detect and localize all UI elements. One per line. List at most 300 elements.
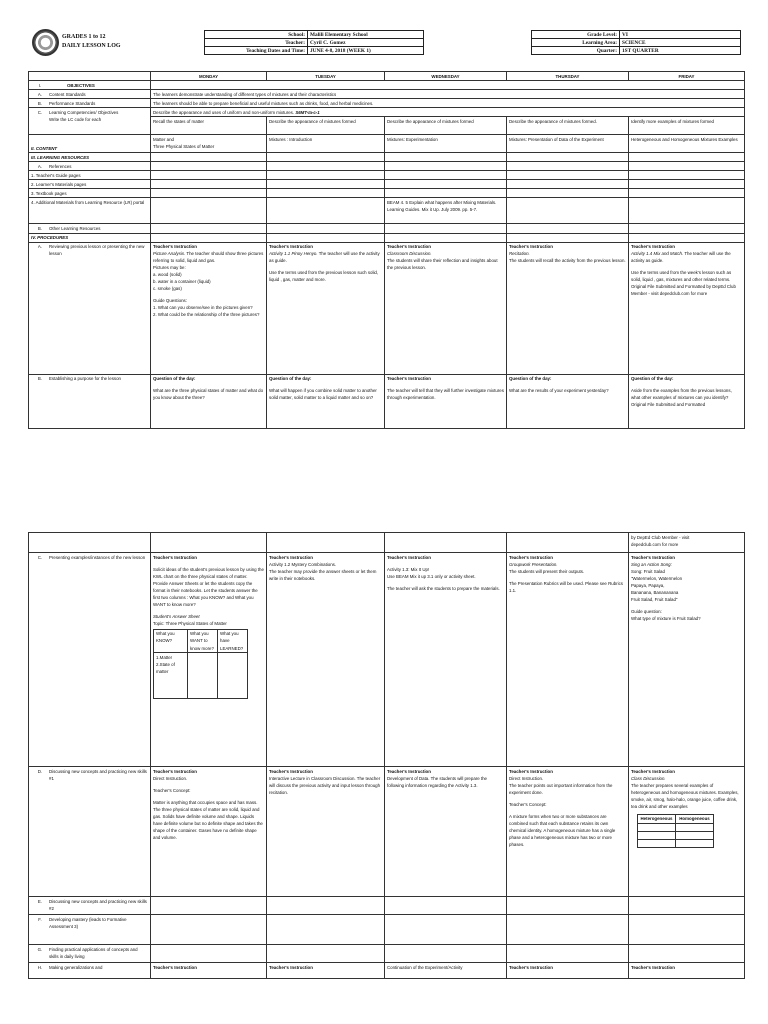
row-number: B. bbox=[37, 376, 43, 382]
day-wednesday: WEDNESDAY bbox=[385, 72, 507, 81]
mon-procedure-a bbox=[151, 242, 267, 374]
cell-line: Fruit Salad, Fruit Salad" bbox=[631, 596, 678, 602]
thu-procedure-c bbox=[507, 553, 629, 767]
empty-cell bbox=[629, 189, 745, 198]
empty-cell bbox=[267, 224, 385, 233]
cell-line: The teacher points out important information from the experiment done. bbox=[509, 782, 613, 795]
competencies-text bbox=[151, 108, 745, 117]
empty-cell bbox=[267, 915, 385, 945]
cell-line: The teacher may provide the answer sheets or let them write in their notebooks. bbox=[269, 568, 377, 581]
cell-line: Recitation. bbox=[509, 251, 530, 257]
empty-cell bbox=[385, 224, 507, 233]
empty-cell bbox=[629, 162, 745, 171]
activity-text: The teacher will use the activity as guide. bbox=[269, 251, 380, 264]
row-label bbox=[29, 242, 151, 374]
cell-line: The teacher will tell that they will further investigate mixtures through experimentation. bbox=[387, 388, 504, 401]
row-number: F. bbox=[38, 916, 42, 922]
header-title bbox=[62, 33, 182, 51]
empty-cell bbox=[267, 897, 385, 915]
row-label bbox=[29, 963, 151, 979]
performance-standards-text: The learners should be able to prepare beneficial and useful mixtures such as drinks, food, and herbal medicines. bbox=[151, 99, 745, 108]
row-label bbox=[29, 897, 151, 915]
homogeneous-header: Homogeneous bbox=[676, 814, 714, 823]
cell-line: Bananana, Banananana bbox=[631, 589, 679, 595]
cell-line: Interactive Lecture in Classroom Discussion. The teacher will discuss the previous activity and input lesson through recitation. bbox=[269, 775, 381, 795]
learners-materials-row bbox=[29, 180, 745, 189]
row-number: I. bbox=[38, 82, 42, 88]
row-number: A. bbox=[37, 163, 43, 169]
cell-line: Use the terms used from the previous lesson such solid, liquid , gas, matter and more. bbox=[269, 270, 379, 283]
empty-cell bbox=[151, 945, 267, 963]
cell-line: "Watermelon, Watermelon bbox=[631, 575, 683, 581]
teacher-instruction-heading: Teacher's Instruction bbox=[153, 244, 197, 250]
empty-cell bbox=[507, 533, 629, 553]
row-number: H. bbox=[37, 964, 43, 970]
grade-label: Grade Level: bbox=[532, 31, 620, 39]
fri-content: Heterogeneous and Homogeneous Mixtures Examples bbox=[629, 135, 745, 153]
cell-line: Groupwork Presentation. bbox=[509, 561, 558, 567]
procedure-b-row bbox=[29, 374, 745, 428]
cell-line: The teacher will ask the students to prepare the materials. bbox=[387, 585, 500, 591]
empty-cell bbox=[385, 153, 507, 162]
day-tuesday: TUESDAY bbox=[267, 72, 385, 81]
cell-line: 2. What could be the relationship of the three pictures? bbox=[153, 312, 260, 318]
fri-procedure-a bbox=[629, 242, 745, 374]
empty-cell bbox=[507, 162, 629, 171]
additional-materials-row bbox=[29, 198, 745, 224]
teacher-value: Cyril C. Gomez bbox=[308, 39, 424, 47]
row-label bbox=[29, 162, 151, 171]
cell-line: What are the three physical states of matter and what do you know about the three? bbox=[153, 388, 264, 401]
row-label bbox=[29, 81, 151, 90]
references-row bbox=[29, 162, 745, 171]
empty-cell bbox=[507, 198, 629, 224]
learning-resources-row bbox=[29, 153, 745, 162]
empty-cell bbox=[267, 180, 385, 189]
cell-line: The students will share their reflection and insights about the previous lesson. bbox=[387, 258, 498, 271]
empty-cell bbox=[267, 153, 385, 162]
row-title: Performance Standards bbox=[49, 100, 96, 106]
cell-line: The Presentation Rubrics will be used. Please see Rubrics 1.1. bbox=[509, 580, 623, 593]
cell-line: depedclub.com for more bbox=[631, 541, 679, 547]
tue-procedure-d bbox=[267, 767, 385, 897]
cell-line: Guide Questions: bbox=[153, 298, 187, 304]
question-heading: Question of the day: bbox=[269, 376, 312, 382]
procedure-d-row bbox=[29, 767, 745, 897]
empty-cell bbox=[507, 180, 629, 189]
cell-line: What type of mixture is Fruit Salad? bbox=[631, 615, 701, 621]
row-title: Finding practical applications of concepts and skills in daily living bbox=[49, 946, 138, 959]
performance-standards-row bbox=[29, 99, 745, 108]
empty-cell bbox=[151, 233, 267, 242]
fri-procedure-b bbox=[629, 374, 745, 428]
lesson-log-table-continued bbox=[28, 532, 745, 979]
empty-cell bbox=[507, 945, 629, 963]
mon-procedure-d bbox=[151, 767, 267, 897]
empty-cell bbox=[507, 915, 629, 945]
row-label bbox=[29, 374, 151, 428]
teacher-instruction-heading: Teacher's Instruction bbox=[387, 768, 431, 774]
cell-line: What are the results of your experiment yesterday? bbox=[509, 388, 609, 394]
day-friday: FRIDAY bbox=[629, 72, 745, 81]
empty-cell bbox=[629, 180, 745, 189]
thu-objective: Describe the appearance of mixtures formed. bbox=[507, 117, 629, 135]
grades-label: GRADES 1 to 12 bbox=[62, 34, 106, 40]
teacher-instruction-heading: Teacher's Instruction bbox=[269, 554, 313, 560]
tue-content: Mixtures : Introduction bbox=[267, 135, 385, 153]
cell-line: Aside from the examples from the previous lessons, what other examples of mixtures can you identify? bbox=[631, 388, 732, 401]
row-number: B. bbox=[37, 225, 43, 231]
cell-line: Provide Answer Sheets or let the students copy the format in their notebooks. Let the students answer the first two columns : What you KNOW? and What you WANT to know more? bbox=[153, 580, 258, 607]
thu-content: Mixtures: Presentation of Data of the Experiment bbox=[507, 135, 629, 153]
competencies-description: Describe the appearance and uses of uniform and non-uniform mixtures. bbox=[153, 109, 295, 115]
fri-objective: Identify more examples of mixtures formed bbox=[629, 117, 745, 135]
cell-line: Activity 1.3: Mix It Up! bbox=[387, 566, 430, 572]
cell-line: Original File Submitted and Formatted bbox=[631, 402, 706, 408]
empty-cell bbox=[151, 915, 267, 945]
cell-line: Activity 1.2 Mystery Combinations. bbox=[269, 561, 337, 567]
row-title: Reviewing previous lesson or presenting the new lesson bbox=[49, 244, 145, 257]
procedure-f-row bbox=[29, 915, 745, 945]
empty-cell bbox=[638, 839, 676, 847]
cell-line: a. wood (solid) bbox=[153, 272, 182, 278]
empty-cell bbox=[151, 162, 267, 171]
empty-cell bbox=[629, 233, 745, 242]
empty-cell bbox=[638, 823, 676, 831]
empty-cell bbox=[507, 153, 629, 162]
row-label bbox=[29, 553, 151, 767]
row-label: IV. PROCEDURES bbox=[29, 233, 151, 242]
deped-seal-logo bbox=[32, 29, 59, 56]
teacher-instruction-heading: Teacher's Instruction bbox=[631, 768, 675, 774]
grade-info-table bbox=[531, 30, 741, 55]
empty-cell bbox=[385, 171, 507, 180]
competencies-row bbox=[29, 108, 745, 117]
row-number: C. bbox=[37, 109, 43, 115]
cell-line: Direct Instruction. bbox=[153, 775, 188, 781]
empty-cell bbox=[507, 189, 629, 198]
mon-procedure-h: Teacher's Instruction bbox=[151, 963, 267, 979]
row-title: References bbox=[49, 163, 72, 169]
empty-cell bbox=[385, 945, 507, 963]
empty-cell bbox=[29, 533, 151, 553]
content-standards-text: The learners demonstrate understanding of different types of mixtures and their characteristics bbox=[151, 90, 745, 99]
row-title: Establishing a purpose for the lesson bbox=[49, 376, 122, 382]
wed-procedure-h: Continuation of the Experiment/Activity bbox=[385, 963, 507, 979]
tue-procedure-a bbox=[267, 242, 385, 374]
row-title: Content Standards bbox=[49, 91, 86, 97]
kwl-rows-cell bbox=[154, 653, 188, 699]
procedures-row bbox=[29, 233, 745, 242]
empty-cell bbox=[267, 945, 385, 963]
row-title: Other Learning Resources bbox=[49, 225, 101, 231]
tue-procedure-b bbox=[267, 374, 385, 428]
activity-text: The teacher will use the activity as guide. bbox=[631, 251, 731, 264]
procedure-c-row bbox=[29, 553, 745, 767]
empty-cell bbox=[676, 823, 714, 831]
lesson-log-table bbox=[28, 71, 745, 429]
fri-continuation bbox=[629, 533, 745, 553]
row-title: Discussing new concepts and practicing new skills #1 bbox=[49, 768, 147, 781]
cell-line: Pictures may be: bbox=[153, 265, 186, 271]
activity-text: The teacher should show three pictures referring to solid, liquid and gas. bbox=[153, 251, 264, 264]
question-heading: Question of the day: bbox=[153, 376, 196, 382]
teacher-instruction-heading: Teacher's Instruction bbox=[631, 554, 675, 560]
row-number: B. bbox=[37, 100, 43, 106]
cell-line: The students will present their outputs. bbox=[509, 568, 585, 574]
cell-line: Topic: Three Physical States of Matter bbox=[153, 620, 227, 626]
cell-line: Matter is anything that occupies space and has mass. The three physical states of matter are solid, liquid and gas. Solids have definite volume and shape. Liquids have definite volume but no definite shape and takes the shape of the container. Gases have no definite shape and volume. bbox=[153, 799, 263, 840]
row-label: III. LEARNING RESOURCES bbox=[29, 153, 151, 162]
tue-objective: Describe the appearance of mixtures formed bbox=[267, 117, 385, 135]
row-number: C. bbox=[37, 554, 43, 560]
empty-cell bbox=[385, 915, 507, 945]
empty-cell bbox=[629, 198, 745, 224]
mon-content: Matter and Three Physical States of Matter bbox=[151, 135, 267, 153]
dates-label: Teaching Dates and Time: bbox=[205, 47, 308, 55]
empty-cell bbox=[218, 653, 248, 699]
row-number: A. bbox=[37, 244, 43, 250]
empty-cell bbox=[151, 897, 267, 915]
dates-value: JUNE 4-8, 2018 (WEEK 1) bbox=[308, 47, 424, 55]
school-info-table bbox=[204, 30, 424, 55]
lesson-log-page-2 bbox=[0, 532, 768, 1024]
content-standards-row bbox=[29, 90, 745, 99]
thu-procedure-h: Teacher's Instruction bbox=[507, 963, 629, 979]
question-heading: Question of the day: bbox=[509, 376, 552, 382]
row-subtitle: Write the LC code for each bbox=[49, 116, 102, 122]
log-title: DAILY LESSON LOG bbox=[62, 43, 121, 49]
thu-procedure-b bbox=[507, 374, 629, 428]
wed-procedure-a bbox=[385, 242, 507, 374]
empty-cell bbox=[507, 233, 629, 242]
activity-title: Picture Analysis. bbox=[153, 251, 186, 257]
competency-code: S6MT-Ia-c-1 bbox=[295, 109, 320, 115]
empty-cell bbox=[629, 171, 745, 180]
teacher-instruction-heading: Teacher's Instruction bbox=[509, 554, 553, 560]
row-title: Making generalizations and bbox=[49, 964, 103, 970]
fri-procedure-d bbox=[629, 767, 745, 897]
school-value: Malili Elementary School bbox=[308, 31, 424, 39]
teacher-instruction-heading: Teacher's Instruction bbox=[387, 376, 431, 382]
empty-cell bbox=[267, 198, 385, 224]
row-number: D. bbox=[37, 768, 43, 774]
thu-procedure-a bbox=[507, 242, 629, 374]
empty-cell bbox=[385, 189, 507, 198]
empty-cell bbox=[638, 831, 676, 839]
kwl-want-header: What you WANT to know more? bbox=[188, 629, 218, 652]
empty-cell bbox=[676, 831, 714, 839]
teacher-instruction-heading: Teacher's Instruction bbox=[631, 244, 675, 250]
thu-procedure-d bbox=[507, 767, 629, 897]
empty-cell bbox=[267, 171, 385, 180]
teachers-guide-row bbox=[29, 171, 745, 180]
teacher-label: Teacher: bbox=[205, 39, 308, 47]
empty-cell bbox=[507, 897, 629, 915]
mon-procedure-c bbox=[151, 553, 267, 767]
tue-procedure-c bbox=[267, 553, 385, 767]
cell-line: Teacher's Concept: bbox=[153, 787, 191, 793]
empty-cell bbox=[267, 189, 385, 198]
empty-cell bbox=[629, 224, 745, 233]
mon-objective: Recall the states of matter bbox=[151, 117, 267, 135]
row-label: II. CONTENT bbox=[29, 135, 151, 153]
empty-cell bbox=[151, 180, 267, 189]
cell-line: 1. What can you observe/see in the pictures given? bbox=[153, 305, 253, 311]
quarter-label: Quarter: bbox=[532, 47, 620, 55]
cell-line: Guide question: bbox=[631, 608, 662, 614]
cell-line: What will happen if you combine solid matter to another solid matter, solid matter to a liquid matter and so on? bbox=[269, 388, 377, 401]
empty-cell bbox=[151, 171, 267, 180]
wed-procedure-d bbox=[385, 767, 507, 897]
wed-objective: Describe the appearance of mixtures formed bbox=[385, 117, 507, 135]
procedure-e-row bbox=[29, 897, 745, 915]
school-label: School: bbox=[205, 31, 308, 39]
cell-line: Class Discussion. bbox=[631, 775, 666, 781]
empty-cell bbox=[151, 198, 267, 224]
quarter-value: 1ST QUARTER bbox=[620, 47, 741, 55]
cell-line: Solicit ideas of the student's previous lesson by using the KWL chart on the three physical states of matter. bbox=[153, 566, 264, 579]
procedure-h-row bbox=[29, 963, 745, 979]
textbook-row bbox=[29, 189, 745, 198]
empty-cell bbox=[267, 162, 385, 171]
lesson-log-header bbox=[28, 27, 744, 59]
empty-cell bbox=[629, 945, 745, 963]
tue-procedure-h: Teacher's Instruction bbox=[267, 963, 385, 979]
cell-line: b. water in a container (liquid) bbox=[153, 279, 211, 285]
wed-additional-materials: BEAM 4. 5 Explain what happens after Mixing Materials. Learning Guides. Mix it Up. July 2009. pp. 5-7. bbox=[385, 198, 507, 224]
row-label: 2. Learner's Materials pages bbox=[29, 180, 151, 189]
cell-line: The students will recall the activity from the previous lesson. bbox=[509, 258, 626, 264]
empty-cell bbox=[267, 533, 385, 553]
empty-cell bbox=[507, 224, 629, 233]
empty-cell bbox=[267, 233, 385, 242]
cell-line: Papaya, Papaya, bbox=[631, 582, 665, 588]
row-label: 1. Teacher's Guide pages bbox=[29, 171, 151, 180]
empty-cell bbox=[629, 153, 745, 162]
area-value: SCIENCE bbox=[620, 39, 741, 47]
wed-content: Mixtures: Experimentation bbox=[385, 135, 507, 153]
heterogeneous-header: Heterogeneous bbox=[638, 814, 676, 823]
empty-cell bbox=[629, 897, 745, 915]
row-title: Developing mastery (leads to Formative Assessment 3) bbox=[49, 916, 127, 929]
empty-cell bbox=[629, 915, 745, 945]
row-label bbox=[29, 767, 151, 897]
day-monday: MONDAY bbox=[151, 72, 267, 81]
corner-cell bbox=[29, 72, 151, 81]
cell-line: Use BEAM Mix it up 3.1 only or activity sheet. bbox=[387, 573, 476, 579]
objectives-cell bbox=[151, 81, 745, 90]
kwl-learned-header: What you have LEARNED? bbox=[218, 629, 248, 652]
content-row bbox=[29, 135, 745, 153]
kwl-know-header: What you KNOW? bbox=[154, 629, 188, 652]
empty-cell bbox=[676, 839, 714, 847]
wed-procedure-b bbox=[385, 374, 507, 428]
cell-line: A mixture forms when two or more substances are combined such that each substance retains its own chemical identity. A homogeneous mixture has a single phase and a heterogeneous mixture has two or more phases. bbox=[509, 813, 616, 847]
wed-procedure-c bbox=[385, 553, 507, 767]
row-number: A. bbox=[37, 91, 43, 97]
kwl-row-label: 2.State of matter bbox=[156, 661, 175, 674]
fri-procedure-c bbox=[629, 553, 745, 767]
teacher-instruction-heading: Teacher's Instruction bbox=[387, 244, 431, 250]
cell-line: Song: Fruit Salad bbox=[631, 568, 665, 574]
day-thursday: THURSDAY bbox=[507, 72, 629, 81]
empty-cell bbox=[151, 189, 267, 198]
row-number: G. bbox=[37, 946, 43, 952]
row-label bbox=[29, 108, 151, 135]
cell-line: c. smoke (gas) bbox=[153, 286, 182, 292]
empty-cell bbox=[385, 897, 507, 915]
row-title: OBJECTIVES bbox=[67, 82, 95, 88]
empty-cell bbox=[385, 233, 507, 242]
activity-title: Activity 1.4 Mix and Match. bbox=[631, 251, 684, 257]
procedure-g-row bbox=[29, 945, 745, 963]
cell-line: Sing an Action Song: bbox=[631, 561, 672, 567]
teacher-instruction-heading: Teacher's Instruction bbox=[153, 554, 197, 560]
mixture-types-table bbox=[637, 814, 714, 848]
cell-line: Use the terms used from the week's lesson such as solid, liquid , gas, mixtures and other related terms. bbox=[631, 270, 732, 283]
row-label bbox=[29, 99, 151, 108]
teacher-instruction-heading: Teacher's Instruction bbox=[387, 554, 431, 560]
other-resources-row bbox=[29, 224, 745, 233]
empty-cell bbox=[385, 162, 507, 171]
cell-line: Development of Data. The students will prepare the following information regarding the Activity 1.3. bbox=[387, 775, 487, 788]
teacher-instruction-heading: Teacher's Instruction bbox=[269, 768, 313, 774]
cell-line: The teacher prepares several examples of heterogeneous and homogeneous mixtures. Examples, smoke, air, smog, halo-halo, orange juice, coffee drink, tea drink and other examples bbox=[631, 782, 739, 809]
grade-value: VI bbox=[620, 31, 741, 39]
row-label bbox=[29, 915, 151, 945]
continuation-row bbox=[29, 533, 745, 553]
cell-line: Teacher's Concept: bbox=[509, 801, 547, 807]
cell-line: Direct Instruction. bbox=[509, 775, 544, 781]
empty-cell bbox=[507, 171, 629, 180]
teacher-instruction-heading: Teacher's Instruction bbox=[269, 244, 313, 250]
empty-cell bbox=[385, 180, 507, 189]
row-label bbox=[29, 224, 151, 233]
row-number: E. bbox=[37, 898, 43, 904]
teacher-instruction-heading: Teacher's Instruction bbox=[509, 244, 553, 250]
activity-title: Activity 1.1 Pinoy Henyo. bbox=[269, 251, 318, 257]
mon-procedure-b bbox=[151, 374, 267, 428]
row-label bbox=[29, 90, 151, 99]
objectives-row bbox=[29, 81, 745, 90]
kwl-row-label: 1.Matter bbox=[156, 654, 173, 660]
procedure-a-row bbox=[29, 242, 745, 374]
teacher-instruction-heading: Teacher's Instruction bbox=[509, 768, 553, 774]
empty-cell bbox=[151, 224, 267, 233]
cell-line: Student's Answer Sheet bbox=[153, 613, 200, 619]
row-label: 4. Additional Materials from Learning Resource (LR) portal bbox=[29, 198, 151, 224]
kwl-chart bbox=[153, 629, 248, 699]
day-header-row bbox=[29, 72, 745, 81]
lesson-log-page-1 bbox=[0, 0, 768, 490]
cell-line: by DepEd Club Member - visit bbox=[631, 534, 690, 540]
fri-procedure-h: Teacher's Instruction bbox=[629, 963, 745, 979]
empty-cell bbox=[385, 533, 507, 553]
empty-cell bbox=[151, 533, 267, 553]
cell-line: Classroom Discussion. bbox=[387, 251, 432, 257]
row-title: Presenting examples/instances of the new lesson bbox=[49, 554, 146, 560]
empty-cell bbox=[188, 653, 218, 699]
cell-line: Original File Submitted and Formatted by DepEd Club Member - visit depedclub.com for more bbox=[631, 284, 736, 297]
teacher-instruction-heading: Teacher's Instruction bbox=[153, 768, 197, 774]
area-label: Learning Area: bbox=[532, 39, 620, 47]
question-heading: Question of the day: bbox=[631, 376, 674, 382]
row-title: Learning Competencies/ Objectives bbox=[49, 109, 119, 115]
row-title: Discussing new concepts and practicing new skills #2 bbox=[49, 898, 147, 911]
row-label bbox=[29, 945, 151, 963]
empty-cell bbox=[151, 153, 267, 162]
